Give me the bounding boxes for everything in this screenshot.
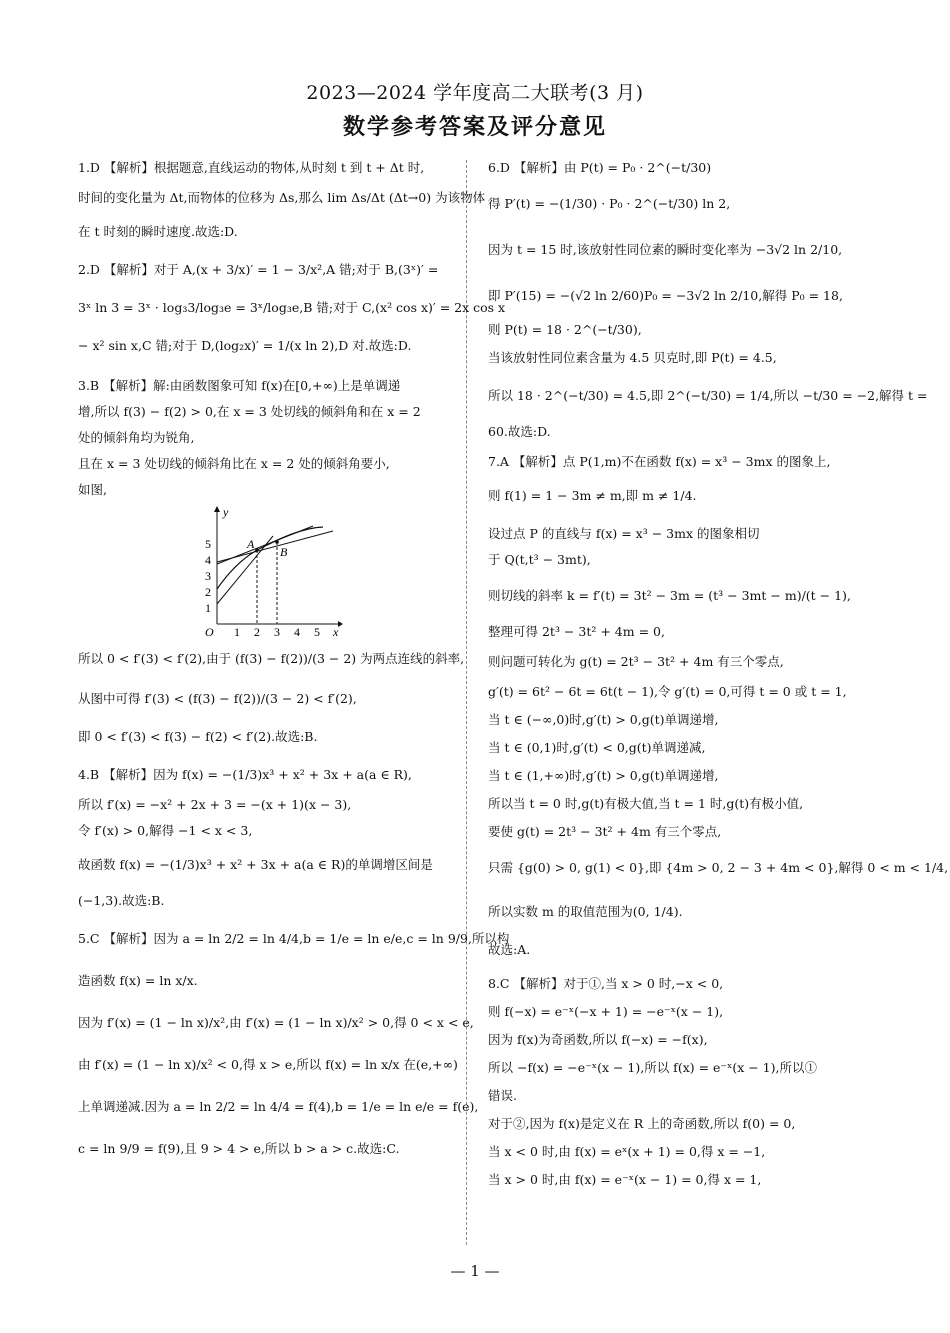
solution-line: 则 f(−x) = e⁻ˣ(−x + 1) = −e⁻ˣ(x − 1),	[488, 1004, 724, 1019]
solution-line: 所以 0 < f′(3) < f′(2),由于 (f(3) − f(2))/(3 − 2) 为两点连线的斜率,	[78, 651, 465, 666]
solution-line: 当 x < 0 时,由 f(x) = eˣ(x + 1) = 0,得 x = −1,	[488, 1144, 766, 1159]
solution-line: 对于②,因为 f(x)是定义在 R 上的奇函数,所以 f(0) = 0,	[488, 1116, 796, 1131]
solution-line: 8.C 【解析】对于①,当 x > 0 时,−x < 0,	[488, 976, 724, 991]
solution-line: 在 t 时刻的瞬时速度.故选:D.	[78, 224, 238, 239]
y-tick-label: 4	[205, 553, 211, 567]
solution-line: 故选:A.	[488, 942, 531, 957]
solution-line: 错误.	[488, 1088, 517, 1103]
x-axis-label: x	[333, 625, 339, 639]
solution-line: 当 t ∈ (−∞,0)时,g′(t) > 0,g(t)单调递增,	[488, 712, 719, 727]
solution-line: 则切线的斜率 k = f′(t) = 3t² − 3m = (t³ − 3mt − m)/(t − 1),	[488, 588, 851, 603]
solution-line: 只需 {g(0) > 0, g(1) < 0},即 {4m > 0, 2 − 3 + 4m < 0},解得 0 < m < 1/4,	[488, 860, 949, 875]
x-tick-label: 4	[294, 625, 300, 639]
x-tick-label: 3	[274, 625, 280, 639]
x-tick-label: 1	[234, 625, 240, 639]
solution-line: 则问题可转化为 g(t) = 2t³ − 3t² + 4m 有三个零点,	[488, 654, 784, 669]
solution-line: 3.B 【解析】解:由函数图象可知 f(x)在[0,+∞)上是单调递	[78, 378, 401, 393]
solution-line: g′(t) = 6t² − 6t = 6t(t − 1),令 g′(t) = 0,可得 t = 0 或 t = 1,	[488, 684, 847, 699]
solution-line: 整理可得 2t³ − 3t² + 4m = 0,	[488, 624, 665, 639]
solution-line: 因为 f(x)为奇函数,所以 f(−x) = −f(x),	[488, 1032, 708, 1047]
solution-line: 60.故选:D.	[488, 424, 551, 439]
solution-line: (−1,3).故选:B.	[78, 893, 165, 908]
solution-line: 由 f′(x) = (1 − ln x)/x² < 0,得 x > e,所以 f(x) = ln x/x 在(e,+∞)	[78, 1057, 458, 1072]
document-subtitle: 2023—2024 学年度高二大联考(3 月)	[306, 82, 644, 104]
document-title: 数学参考答案及评分意见	[342, 114, 607, 140]
solution-line: 因为 t = 15 时,该放射性同位素的瞬时变化率为 −3√2 ln 2/10,	[488, 242, 843, 257]
solution-line: 设过点 P 的直线与 f(x) = x³ − 3mx 的图象相切	[488, 526, 760, 541]
y-tick-label: 3	[205, 569, 211, 583]
solution-line: 所以 −f(x) = −e⁻ˣ(x − 1),所以 f(x) = e⁻ˣ(x − 1),所以①	[488, 1060, 817, 1075]
solution-line: 所以当 t = 0 时,g(t)有极大值,当 t = 1 时,g(t)有极小值,	[488, 796, 804, 811]
solution-line: 2.D 【解析】对于 A,(x + 3/x)′ = 1 − 3/x²,A 错;对于 B,(3ˣ)′ =	[78, 262, 439, 277]
x-tick-label: 2	[254, 625, 260, 639]
solution-line: 得 P′(t) = −(1/30) · P₀ · 2^(−t/30) ln 2,	[488, 196, 731, 211]
solution-line: 7.A 【解析】点 P(1,m)不在函数 f(x) = x³ − 3mx 的图象上,	[488, 454, 831, 469]
solution-line: 即 P′(15) = −(√2 ln 2/60)P₀ = −3√2 ln 2/10,解得 P₀ = 18,	[488, 288, 843, 303]
solution-line: 则 P(t) = 18 · 2^(−t/30),	[488, 322, 642, 337]
y-tick-label: 5	[205, 537, 211, 551]
page-number: — 1 —	[450, 1262, 500, 1280]
y-axis-label: y	[223, 505, 229, 519]
solution-line: 要使 g(t) = 2t³ − 3t² + 4m 有三个零点,	[488, 824, 722, 839]
solution-line: 时间的变化量为 Δt,而物体的位移为 Δs,那么 lim Δs/Δt (Δt→0) 为该物体	[78, 190, 486, 205]
solution-line: 当该放射性同位素含量为 4.5 贝克时,即 P(t) = 4.5,	[488, 350, 777, 365]
solution-line: 所以 f′(x) = −x² + 2x + 3 = −(x + 1)(x − 3),	[78, 797, 352, 812]
solution-line: − x² sin x,C 错;对于 D,(log₂x)′ = 1/(x ln 2),D 对.故选:D.	[78, 338, 412, 353]
solution-line: 即 0 < f′(3) < f(3) − f(2) < f′(2).故选:B.	[78, 729, 318, 744]
point-a-label: A	[247, 537, 255, 551]
solution-line: 上单调递减.因为 a = ln 2/2 = ln 4/4 = f(4),b = 1/e = ln e/e = f(e),	[78, 1099, 479, 1114]
solution-line: 所以实数 m 的取值范围为(0, 1/4).	[488, 904, 683, 919]
solution-line: 因为 f′(x) = (1 − ln x)/x²,由 f′(x) = (1 − ln x)/x² > 0,得 0 < x < e,	[78, 1015, 474, 1030]
y-tick-label: 2	[205, 585, 211, 599]
right-column	[488, 160, 949, 1188]
y-tick-label: 1	[205, 601, 211, 615]
solution-line: 当 t ∈ (0,1)时,g′(t) < 0,g(t)单调递减,	[488, 740, 706, 755]
solution-line: 且在 x = 3 处切线的倾斜角比在 x = 2 处的倾斜角要小,	[78, 456, 390, 471]
solution-line: 5.C 【解析】因为 a = ln 2/2 = ln 4/4,b = 1/e = ln e/e,c = ln 9/9,所以构	[78, 931, 510, 946]
x-tick-label: 5	[314, 625, 320, 639]
solution-line: 如图,	[78, 482, 107, 497]
solution-line: 4.B 【解析】因为 f(x) = −(1/3)x³ + x² + 3x + a(a ∈ R),	[78, 767, 412, 782]
solution-line: 当 t ∈ (1,+∞)时,g′(t) > 0,g(t)单调递增,	[488, 768, 719, 783]
solution-line: 令 f′(x) > 0,解得 −1 < x < 3,	[78, 823, 253, 838]
solution-line: 所以 18 · 2^(−t/30) = 4.5,即 2^(−t/30) = 1/4,所以 −t/30 = −2,解得 t =	[488, 388, 928, 403]
solution-line: 从图中可得 f′(3) < (f(3) − f(2))/(3 − 2) < f′(2),	[78, 691, 357, 706]
solution-line: 故函数 f(x) = −(1/3)x³ + x² + 3x + a(a ∈ R)的单调增区间是	[78, 857, 433, 872]
solution-line: 当 x > 0 时,由 f(x) = e⁻ˣ(x − 1) = 0,得 x = 1,	[488, 1172, 762, 1187]
solution-line: 于 Q(t,t³ − 3mt),	[488, 552, 591, 567]
solution-line: 3ˣ ln 3 = 3ˣ · log₃3/log₃e = 3ˣ/log₃e,B 错;对于 C,(x² cos x)′ = 2x cos x	[78, 300, 506, 315]
point-b-label: B	[280, 545, 288, 559]
solution-line: 6.D 【解析】由 P(t) = P₀ · 2^(−t/30)	[488, 160, 712, 175]
solution-line: 则 f(1) = 1 − 3m ≠ m,即 m ≠ 1/4.	[488, 488, 697, 503]
solution-line: 1.D 【解析】根据题意,直线运动的物体,从时刻 t 到 t + Δt 时,	[78, 160, 425, 175]
solution-line: 增,所以 f(3) − f(2) > 0,在 x = 3 处切线的倾斜角和在 x = 2	[78, 404, 421, 419]
function-graph	[193, 504, 343, 639]
solution-line: 造函数 f(x) = ln x/x.	[78, 973, 198, 988]
origin-label: O	[205, 625, 214, 639]
solution-line: c = ln 9/9 = f(9),且 9 > 4 > e,所以 b > a > c.故选:C.	[78, 1141, 400, 1156]
solution-line: 处的倾斜角均为锐角,	[78, 430, 195, 445]
